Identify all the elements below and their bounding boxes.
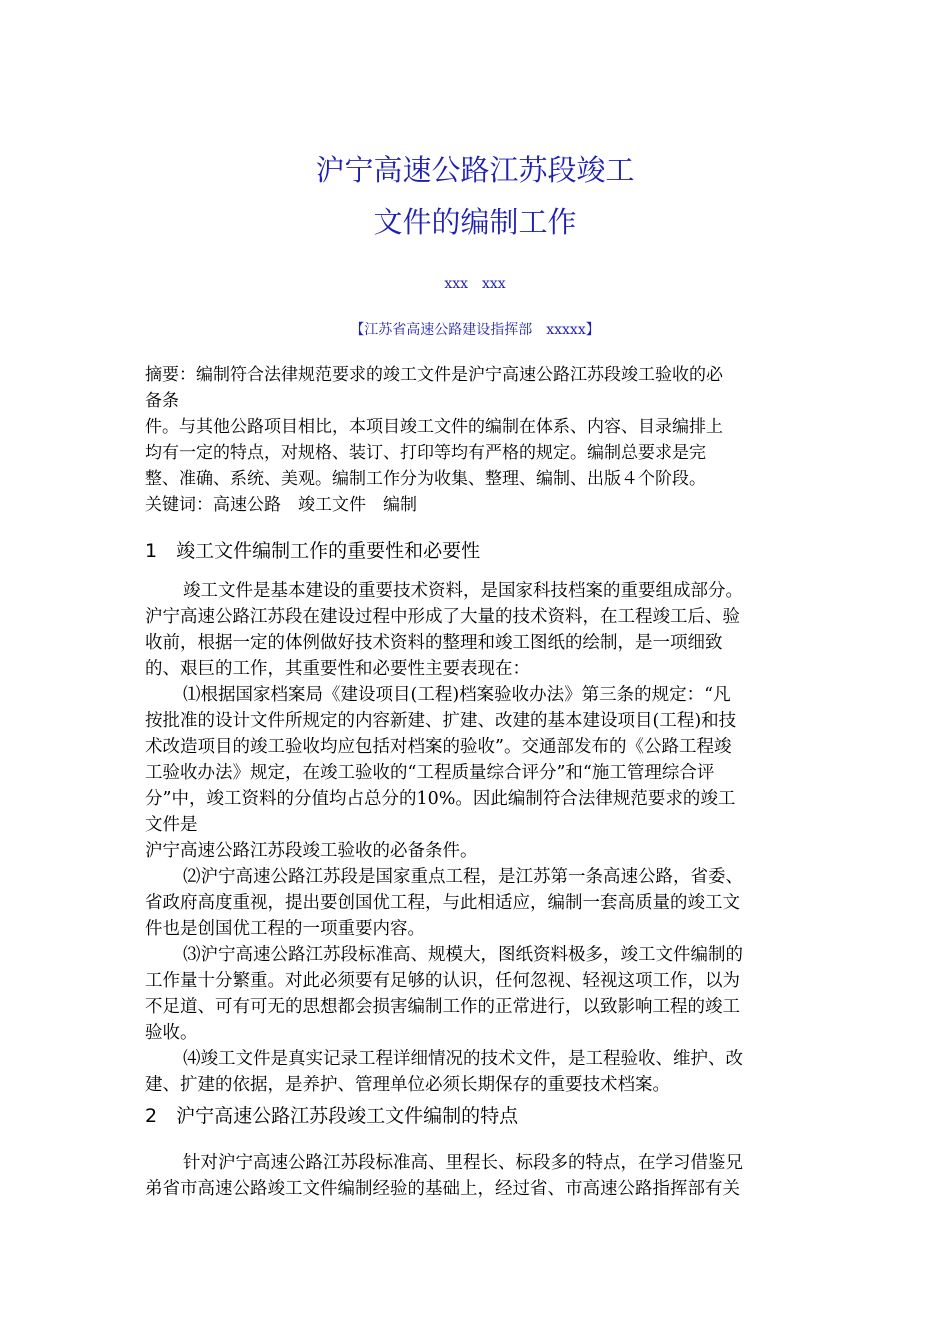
paragraph-line: ⑶沪宁高速公路江苏段标准高、规模大，图纸资料极多，竣工文件编制的 [183, 945, 743, 965]
paragraph-line: ⑷竣工文件是真实记录工程详细情况的技术文件，是工程验收、维护、改 [183, 1049, 743, 1069]
paragraph-line: ⑴根据国家档案局《建设项目(工程)档案验收办法》第三条的规定：“凡 [183, 685, 731, 705]
authors: xxx xxx [444, 276, 506, 292]
paragraph-line: 沪宁高速公路江苏段竣工验收的必备条件。 [145, 841, 478, 861]
paragraph-line: 的、艰巨的工作，其重要性和必要性主要表现在： [145, 659, 530, 679]
section-1-heading: 1 竣工文件编制工作的重要性和必要性 [145, 540, 481, 562]
paragraph-line: 弟省市高速公路竣工文件编制经验的基础上，经过省、市高速公路指挥部有关 [145, 1179, 740, 1199]
paragraph-line: 收前，根据一定的体例做好技术资料的整理和竣工图纸的绘制，是一项细致 [145, 633, 723, 653]
abstract-line: 备条 [145, 391, 179, 411]
paragraph-line: 文件是 [145, 815, 198, 835]
abstract-block [145, 362, 810, 518]
title-line-1: 沪宁高速公路江苏段竣工 [315, 153, 635, 187]
paragraph-line: ⑵沪宁高速公路江苏段是国家重点工程，是江苏第一条高速公路，省委、 [183, 867, 743, 887]
paragraph-line: 件也是创国优工程的一项重要内容。 [145, 919, 425, 939]
paragraph-line: 建、扩建的依据，是养护、管理单位必须长期保存的重要技术档案。 [145, 1075, 670, 1095]
abstract-line: 均有一定的特点，对规格、装订、打印等均有严格的规定。编制总要求是完 [145, 443, 706, 463]
paragraph-line: 沪宁高速公路江苏段在建设过程中形成了大量的技术资料，在工程竣工后、验 [145, 607, 740, 627]
abstract-line: 整、准确、系统、美观。编制工作分为收集、整理、编制、出版４个阶段。 [145, 469, 706, 489]
paragraph-line: 验收。 [145, 1023, 198, 1043]
title-line-2: 文件的编制工作 [373, 205, 577, 239]
section-2-heading: 2 沪宁高速公路江苏段竣工文件编制的特点 [145, 1105, 519, 1127]
paragraph-line: 术改造项目的竣工验收均应包括对档案的验收”。交通部发布的《公路工程竣 [145, 737, 732, 757]
paragraph-line: 不足道、可有可无的思想都会损害编制工作的正常进行，以致影响工程的竣工 [145, 997, 740, 1017]
section-2-body [145, 1150, 810, 1202]
paragraph-line: 分”中，竣工资料的分值均占总分的10%。因此编制符合法律规范要求的竣工 [145, 789, 736, 809]
affiliation: 【江苏省高速公路建设指挥部 xxxxx】 [350, 322, 600, 338]
paragraph-line: 省政府高度重视，提出要创国优工程，与此相适应，编制一套高质量的竣工文 [145, 893, 740, 913]
paragraph-line: 针对沪宁高速公路江苏段标准高、里程长、标段多的特点，在学习借鉴兄 [183, 1153, 743, 1173]
paragraph-line: 按批准的设计文件所规定的内容新建、扩建、改建的基本建设项目(工程)和技 [145, 711, 737, 731]
paragraph-line: 工验收办法》规定，在竣工验收的“工程质量综合评分”和“施工管理综合评 [145, 763, 715, 783]
paragraph-line: 竣工文件是基本建设的重要技术资料，是国家科技档案的重要组成部分。 [183, 581, 743, 601]
section-1-body [145, 578, 810, 1098]
keywords-line: 关键词：高速公路 竣工文件 编制 [145, 495, 417, 515]
paragraph-line: 工作量十分繁重。对此必须要有足够的认识，任何忽视、轻视这项工作，以为 [145, 971, 740, 991]
abstract-line: 件。与其他公路项目相比，本项目竣工文件的编制在体系、内容、目录编排上 [145, 417, 723, 437]
abstract-line: 摘要：编制符合法律规范要求的竣工文件是沪宁高速公路江苏段竣工验收的必 [145, 365, 723, 385]
